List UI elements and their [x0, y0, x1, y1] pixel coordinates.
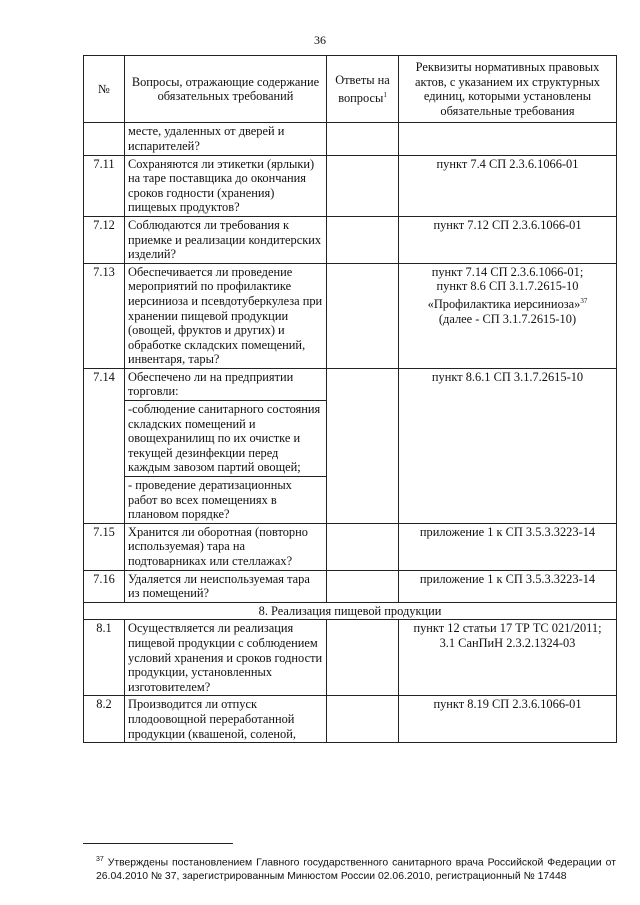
row-requisite: пункт 12 статьи 17 ТР ТС 021/2011; 3.1 СанПиН 2.3.2.1324-03: [399, 620, 617, 696]
page-number: 36: [314, 33, 326, 47]
row-question: Осуществляется ли реализация пищевой продукции с соблюдением условий хранения и сроков годности продукции, установленных изготовителем?: [125, 620, 327, 696]
row-question: Соблюдаются ли требования к приемке и реализации кондитерских изделий?: [125, 216, 327, 263]
footnote: [96, 853, 616, 884]
row-number: 7.16: [84, 570, 125, 602]
row-question: Обеспечено ли на предприятии торговли:: [125, 368, 327, 400]
header-number: №: [84, 56, 125, 123]
row-question: Удаляется ли неиспользуемая тара из помещений?: [125, 570, 327, 602]
row-answer: [327, 263, 399, 368]
row-number: 7.15: [84, 523, 125, 570]
row-question: Производится ли отпуск плодоовощной переработанной продукции (квашеной, соленой,: [125, 696, 327, 743]
row-requisite: пункт 8.6.1 СП 3.1.7.2615-10: [399, 368, 617, 523]
footnote-ref: 37: [580, 296, 588, 305]
row-number: 7.13: [84, 263, 125, 368]
table-row: [84, 570, 617, 602]
row-answer: [327, 523, 399, 570]
requirements-table: [83, 55, 617, 743]
row-number: 7.11: [84, 155, 125, 216]
section-title: 8. Реализация пищевой продукции: [84, 602, 617, 620]
row-answer: [327, 620, 399, 696]
row-question: Обеспечивается ли проведение мероприятий по профилактике иерсиниоза и псевдотуберкулеза при хранении пищевой продукции (овощей, фруктов и других) и обработке складских помещений, инвентаря, тары?: [125, 263, 327, 368]
row-requisite: приложение 1 к СП 3.5.3.3223-14: [399, 570, 617, 602]
table-row: [84, 216, 617, 263]
table-row: [84, 523, 617, 570]
table-row: [84, 263, 617, 368]
row-answer: [327, 155, 399, 216]
row-requisite: пункт 7.14 СП 2.3.6.1066-01; пункт 8.6 СП 3.1.7.2615-10 «Профилактика иерсиниоза»$^{37}$ (далее - СП 3.1.7.2615-10): [399, 263, 617, 368]
row-question: Хранится ли оборотная (повторно используемая) тара на подтоварниках или стеллажах?: [125, 523, 327, 570]
table-row: [84, 368, 617, 400]
row-answer: [327, 570, 399, 602]
footnote-text: Утверждены постановлением Главного государственного санитарного врача Российской Федерации от 26.04.2010 № 37, зарегистрированным Минюстом России 02.06.2010, регистрационный № 17448: [96, 857, 616, 883]
header-questions: Вопросы, отражающие содержание обязательных требований: [125, 56, 327, 123]
header-answers: Ответы на вопросы$^1$: [327, 56, 399, 123]
row-answer: [327, 368, 399, 523]
row-number: 8.2: [84, 696, 125, 743]
row-answer: [327, 123, 399, 155]
row-requisite: [399, 123, 617, 155]
row-number: 8.1: [84, 620, 125, 696]
row-requisite: пункт 7.12 СП 2.3.6.1066-01: [399, 216, 617, 263]
row-answer: [327, 696, 399, 743]
footnote-divider: [83, 843, 233, 844]
table-row: [84, 696, 617, 743]
row-requisite: приложение 1 к СП 3.5.3.3223-14: [399, 523, 617, 570]
row-number: 7.12: [84, 216, 125, 263]
table-row: [84, 123, 617, 155]
row-requisite: пункт 8.19 СП 2.3.6.1066-01: [399, 696, 617, 743]
table-row: [84, 155, 617, 216]
row-question: Сохраняются ли этикетки (ярлыки) на таре поставщика до окончания сроков годности (хранения) пищевых продуктов?: [125, 155, 327, 216]
header-requisites: Реквизиты нормативных правовых актов, с указанием их структурных единиц, которыми установлены обязательные требования: [399, 56, 617, 123]
section-header-row: [84, 602, 617, 620]
footnote-mark: 37: [96, 856, 104, 863]
table-header-row: [84, 56, 617, 123]
row-subitem: - проведение дератизационных работ во всех помещениях в плановом порядке?: [125, 477, 327, 524]
row-number: 7.14: [84, 368, 125, 523]
row-question: месте, удаленных от дверей и испарителей?: [125, 123, 327, 155]
table-row: [84, 620, 617, 696]
row-number: [84, 123, 125, 155]
row-answer: [327, 216, 399, 263]
row-requisite: пункт 7.4 СП 2.3.6.1066-01: [399, 155, 617, 216]
row-subitem: -соблюдение санитарного состояния складских помещений и овощехранилищ по их очистке и текущей дезинфекции перед каждым завозом партий овощей;: [125, 401, 327, 477]
